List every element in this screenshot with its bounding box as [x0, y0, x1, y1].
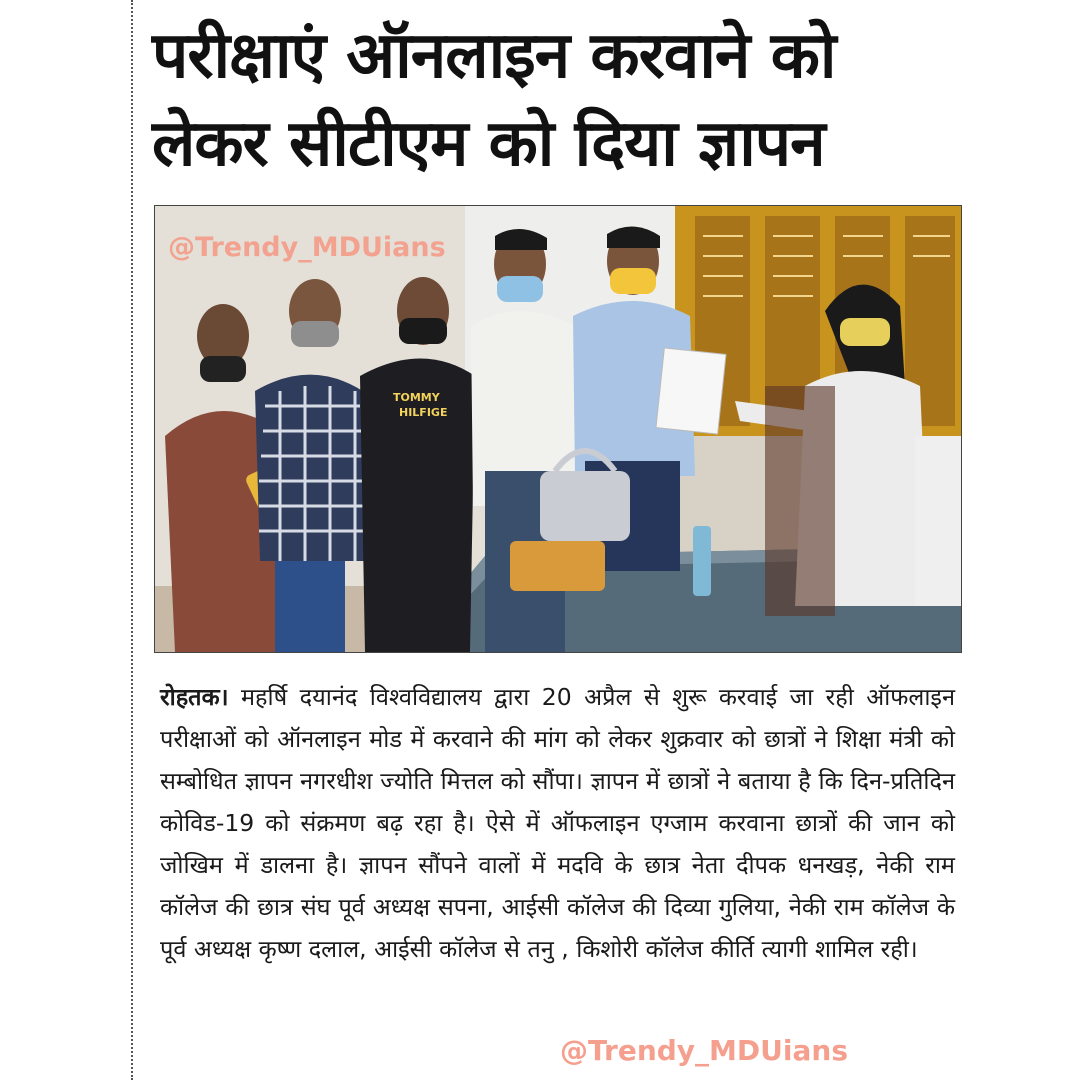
column-divider — [131, 0, 133, 1080]
photo-watermark: @Trendy_MDUians — [168, 232, 446, 263]
article-body — [160, 676, 955, 970]
shirt-print-text-2: HILFIGE — [399, 406, 448, 419]
article-dateline: रोहतक। — [160, 683, 229, 711]
bottom-watermark: @Trendy_MDUians — [560, 1034, 848, 1067]
shirt-print-text-1: TOMMY — [393, 391, 440, 404]
article-text: महर्षि दयानंद विश्वविद्यालय द्वारा 20 अप्रैल से शुरू करवाई जा रही ऑफलाइन परीक्षाओं को ऑनलाइन मोड में करवाने की मांग को लेकर शुक्रवार को छात्रों ने शिक्षा मंत्री को सम्बोधित ज्ञापन नगरधीश ज्योति मित्तल को सौंपा। ज्ञापन में छात्रों ने बताया है कि दिन-प्रतिदिन कोविड-19 को संक्रमण बढ़ रहा है। ऐसे में ऑफलाइन एग्जाम करवाना छात्रों की जान को जोखिम में डालना है। ज्ञापन सौंपने वालों में मदवि के छात्र नेता दीपक धनखड़, नेकी राम कॉलेज की छात्र संघ पूर्व अध्यक्ष सपना, आईसी कॉलेज की दिव्या गुलिया, नेकी राम कॉलेज के पूर्व अध्यक्ष कृष्ण दलाल, आईसी कॉलेज से तनु , किशोरी कॉलेज कीर्ति त्यागी शामिल रही। — [160, 683, 955, 963]
headline — [152, 12, 1052, 188]
news-photo — [155, 206, 961, 652]
headline-line-1: परीक्षाएं ऑनलाइन करवाने को — [152, 19, 836, 93]
headline-line-2: लेकर सीटीएम को दिया ज्ञापन — [152, 107, 825, 181]
